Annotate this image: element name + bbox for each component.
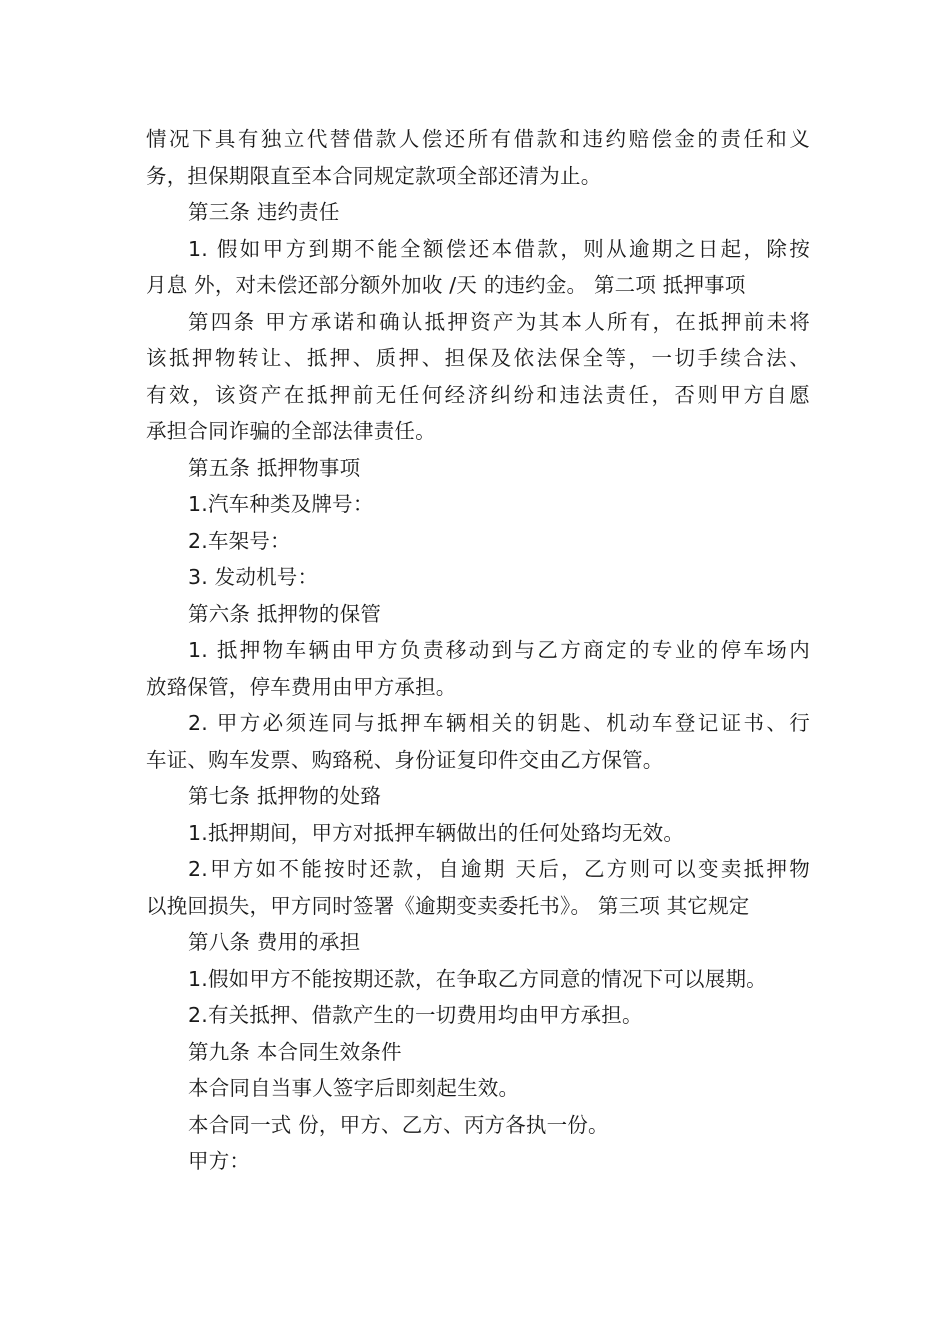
list-item: 1. 抵押物车辆由甲方负责移动到与乙方商定的专业的停车场内: [188, 638, 810, 662]
signature-label: 甲方：: [188, 1149, 251, 1173]
article-heading: 第七条 抵押物的处臵: [188, 784, 382, 808]
list-item: 2. 甲方必须连同与抵押车辆相关的钥匙、机动车登记证书、行: [188, 711, 810, 735]
text-line: 本合同一式 份，甲方、乙方、丙方各执一份。: [188, 1112, 609, 1137]
list-item: 1.汽车种类及牌号：: [188, 492, 374, 516]
text-line: 1. 假如甲方到期不能全额偿还本借款，则从逾期之日起，除按: [188, 236, 810, 261]
text-line: 本合同自当事人签字后即刻起生效。: [188, 1076, 520, 1100]
text-line: 以挽回损失，甲方同时签署《逾期变卖委托书》。 第三项 其它规定: [146, 893, 750, 918]
list-item: 1.假如甲方不能按期还款，在争取乙方同意的情况下可以展期。: [188, 966, 767, 991]
article-heading: 第八条 费用的承担: [188, 930, 361, 954]
list-item: 2.甲方如不能按时还款，自逾期 天后，乙方则可以变卖抵押物: [188, 857, 810, 881]
article-heading: 第四条 甲方承诺和确认抵押资产为其本人所有，在抵押前未将: [188, 309, 810, 334]
text-line: 放臵保管，停车费用由甲方承担。: [146, 674, 457, 699]
list-item: 2.车架号：: [188, 528, 291, 553]
text-line: 该抵押物转让、抵押、质押、担保及依法保全等，一切手续合法、: [146, 346, 810, 370]
text-line: 有效，该资产在抵押前无任何经济纠纷和违法责任，否则甲方自愿: [146, 382, 810, 407]
text-line: 月息 外，对未偿还部分额外加收 /天 的违约金。 第二项 抵押事项: [146, 273, 746, 297]
text-line: 务，担保期限直至本合同规定款项全部还清为止。: [146, 163, 602, 188]
text-line: 车证、购车发票、购臵税、身份证复印件交由乙方保管。: [146, 747, 664, 772]
list-item: 3. 发动机号：: [188, 565, 319, 589]
article-heading: 第九条 本合同生效条件: [188, 1039, 402, 1064]
list-item: 1.抵押期间，甲方对抵押车辆做出的任何处臵均无效。: [188, 820, 685, 845]
article-heading: 第三条 违约责任: [188, 200, 340, 224]
contract-body: [146, 121, 810, 1180]
text-line: 承担合同诈骗的全部法律责任。: [146, 419, 436, 443]
text-line: 情况下具有独立代替借款人偿还所有借款和违约赔偿金的责任和义: [146, 127, 810, 151]
article-heading: 第五条 抵押物事项: [188, 455, 361, 480]
article-heading: 第六条 抵押物的保管: [188, 601, 382, 626]
list-item: 2.有关抵押、借款产生的一切费用均由甲方承担。: [188, 1003, 643, 1027]
